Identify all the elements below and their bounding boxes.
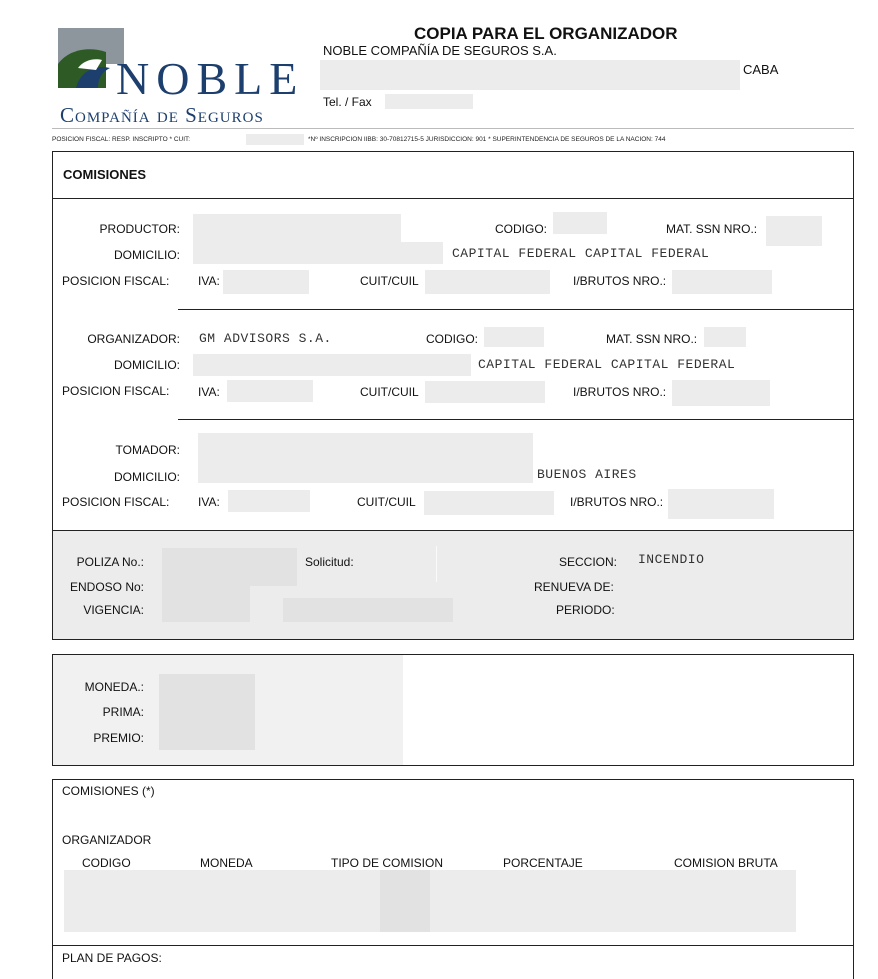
- organizador-domicilio-label: DOMICILIO:: [113, 358, 180, 372]
- poliza-label: POLIZA No.:: [76, 555, 144, 569]
- redacted-tomador-ibrutos: [668, 489, 774, 519]
- seccion-value: INCENDIO: [638, 552, 705, 567]
- logo-subtitle: Compañía de Seguros: [60, 103, 264, 127]
- organizador-posfiscal-label: POSICION FISCAL:: [62, 384, 170, 398]
- solicitud-label: Solicitud:: [305, 555, 354, 569]
- redacted-productor-codigo: [553, 212, 607, 234]
- redacted-vigencia-to: [283, 598, 453, 622]
- redacted-vigencia-from: [162, 586, 250, 622]
- redacted-productor-ibrutos: [672, 270, 772, 294]
- vigencia-label: VIGENCIA:: [83, 603, 144, 617]
- redacted-tomador-name: [198, 433, 533, 483]
- redacted-productor-mat: [766, 216, 822, 246]
- col-tipo-comision: TIPO DE COMISION: [331, 856, 444, 870]
- col-moneda: MONEDA: [200, 856, 253, 870]
- redacted-productor-iva: [223, 270, 309, 294]
- redacted-organizador-cuit: [425, 381, 545, 403]
- fiscal-line-left: POSICION FISCAL: RESP. INSCRIPTO * CUIT:: [52, 136, 191, 143]
- redacted-productor-domicilio: [193, 242, 443, 264]
- copy-title: COPIA PARA EL ORGANIZADOR: [414, 24, 678, 43]
- organizador-mat-label: MAT. SSN NRO.:: [606, 332, 698, 346]
- divider: [178, 419, 854, 420]
- company-city: CABA: [743, 62, 779, 77]
- organizador-codigo-label: CODIGO:: [426, 332, 479, 346]
- redacted-address: [320, 60, 740, 90]
- tel-fax-label: Tel. / Fax: [323, 95, 372, 109]
- tomador-posfiscal-label: POSICION FISCAL:: [62, 495, 170, 509]
- moneda-label: MONEDA.:: [84, 680, 144, 694]
- productor-ibrutos-label: I/BRUTOS NRO.:: [573, 274, 667, 288]
- plan-pagos-label: PLAN DE PAGOS:: [62, 951, 162, 965]
- redacted-tomador-cuit: [424, 491, 554, 515]
- productor-domicilio-city: CAPITAL FEDERAL CAPITAL FEDERAL: [452, 246, 710, 261]
- redacted-organizador-iva: [227, 380, 313, 402]
- redacted-organizador-codigo: [484, 327, 544, 347]
- company-logo: [58, 28, 316, 126]
- tomador-label: TOMADOR:: [115, 443, 180, 457]
- redacted-cuit: [246, 134, 304, 145]
- productor-cuit-label: CUIT/CUIL: [360, 274, 419, 288]
- renueva-label: RENUEVA DE:: [534, 580, 614, 594]
- divider: [178, 309, 854, 310]
- redacted-organizador-domicilio: [193, 354, 471, 376]
- col-codigo: CODIGO: [82, 856, 131, 870]
- fiscal-line-right: *Nº INSCRIPCION IIBB: 30-70812715-5 JURISDICCION: 901 * SUPERINTENDENCIA DE SEGUROS DE LA NACION: 744: [308, 136, 666, 143]
- organizador-domicilio-city: CAPITAL FEDERAL CAPITAL FEDERAL: [478, 357, 736, 372]
- redacted-productor-name: [193, 214, 401, 242]
- organizador-name: GM ADVISORS S.A.: [199, 331, 332, 346]
- tomador-domicilio-label: DOMICILIO:: [113, 470, 180, 484]
- tomador-iva-label: IVA:: [198, 495, 220, 509]
- organizador-cuit-label: CUIT/CUIL: [360, 385, 419, 399]
- solicitud-separator: [436, 546, 437, 582]
- logo-word: NOBLE: [116, 53, 305, 104]
- productor-domicilio-label: DOMICILIO:: [113, 248, 180, 262]
- organizador-label: ORGANIZADOR:: [87, 332, 180, 346]
- col-comision-bruta: COMISION BRUTA: [674, 856, 778, 870]
- organizador-ibrutos-label: I/BRUTOS NRO.:: [573, 385, 667, 399]
- premio-label: PREMIO:: [93, 731, 144, 745]
- redacted-tel: [385, 94, 473, 109]
- tomador-domicilio-city: BUENOS AIRES: [537, 467, 637, 482]
- redacted-importes: [159, 674, 255, 750]
- organizador-iva-label: IVA:: [198, 385, 220, 399]
- redacted-poliza-number: [162, 548, 297, 586]
- header-rule: [52, 128, 854, 129]
- redacted-organizador-ibrutos: [672, 380, 770, 406]
- redacted-comisiones-row: [64, 870, 796, 932]
- section-title: COMISIONES: [63, 167, 147, 182]
- tomador-ibrutos-label: I/BRUTOS NRO.:: [570, 495, 664, 509]
- company-name-line: NOBLE COMPAÑÍA DE SEGUROS S.A.: [323, 43, 557, 58]
- productor-posfiscal-label: POSICION FISCAL:: [62, 274, 170, 288]
- prima-label: PRIMA:: [102, 705, 144, 719]
- divider: [52, 198, 854, 199]
- productor-codigo-label: CODIGO:: [495, 222, 548, 236]
- productor-label: PRODUCTOR:: [99, 222, 180, 236]
- endoso-label: ENDOSO No:: [69, 580, 144, 594]
- productor-mat-label: MAT. SSN NRO.:: [666, 222, 758, 236]
- seccion-label: SECCION:: [559, 555, 618, 569]
- comisiones-organizador-label: ORGANIZADOR: [62, 833, 152, 847]
- productor-iva-label: IVA:: [198, 274, 220, 288]
- redacted-comisiones-tipo: [380, 870, 430, 932]
- redacted-productor-cuit: [425, 270, 550, 294]
- redacted-tomador-iva: [228, 490, 310, 512]
- tomador-cuit-label: CUIT/CUIL: [357, 495, 416, 509]
- comisiones-title: COMISIONES (*): [62, 784, 155, 798]
- divider: [52, 945, 854, 946]
- redacted-organizador-mat: [704, 327, 746, 347]
- periodo-label: PERIODO:: [556, 603, 615, 617]
- col-porcentaje: PORCENTAJE: [503, 856, 583, 870]
